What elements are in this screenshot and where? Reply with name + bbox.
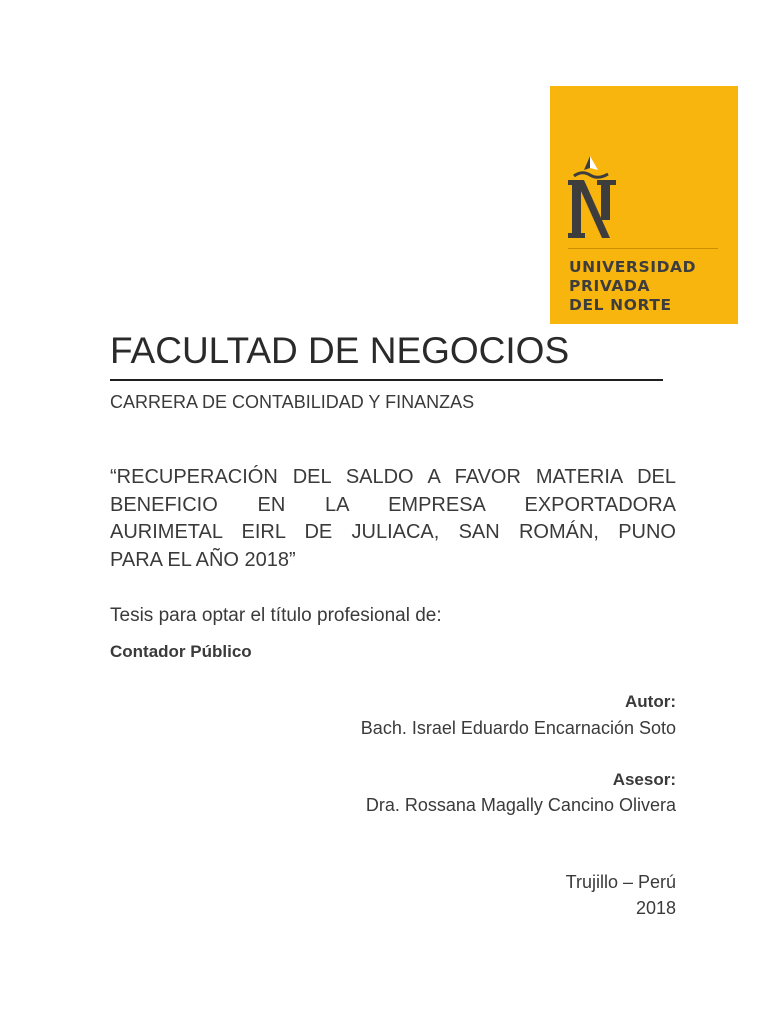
advisor-name: Dra. Rossana Magally Cancino Olivera <box>365 795 676 815</box>
logo-line-3: DEL NORTE <box>569 296 672 314</box>
university-logo <box>550 86 738 324</box>
thesis-title <box>110 464 676 574</box>
author-label: Autor: <box>625 692 676 711</box>
thesis-title-line-4: PARA EL AÑO 2018” <box>110 548 296 571</box>
logo-line-1: UNIVERSIDAD <box>569 258 697 276</box>
thesis-title-line-1: “RECUPERACIÓN DEL SALDO A FAVOR MATERIA DEL <box>110 466 676 488</box>
year: 2018 <box>635 898 676 918</box>
thesis-title-line-3: AURIMETAL EIRL DE JULIACA, SAN ROMÁN, PUNO <box>110 521 676 543</box>
logo-divider <box>568 248 718 249</box>
author-name: Bach. Israel Eduardo Encarnación Soto <box>360 718 676 738</box>
degree-intro: Tesis para optar el título profesional de: <box>110 605 442 626</box>
advisor-label: Asesor: <box>612 770 676 789</box>
heading-rule <box>110 379 663 381</box>
career-subheading: CARRERA DE CONTABILIDAD Y FINANZAS <box>110 392 475 412</box>
place: Trujillo – Perú <box>565 872 676 892</box>
logo-wordmark <box>569 258 696 315</box>
thesis-title-line-2: BENEFICIO EN LA EMPRESA EXPORTADORA <box>110 493 676 516</box>
faculty-heading: FACULTAD DE NEGOCIOS <box>110 330 570 371</box>
degree-title: Contador Público <box>110 642 252 661</box>
logo-line-2: PRIVADA <box>569 277 651 295</box>
upn-n-logo-icon <box>568 156 616 244</box>
